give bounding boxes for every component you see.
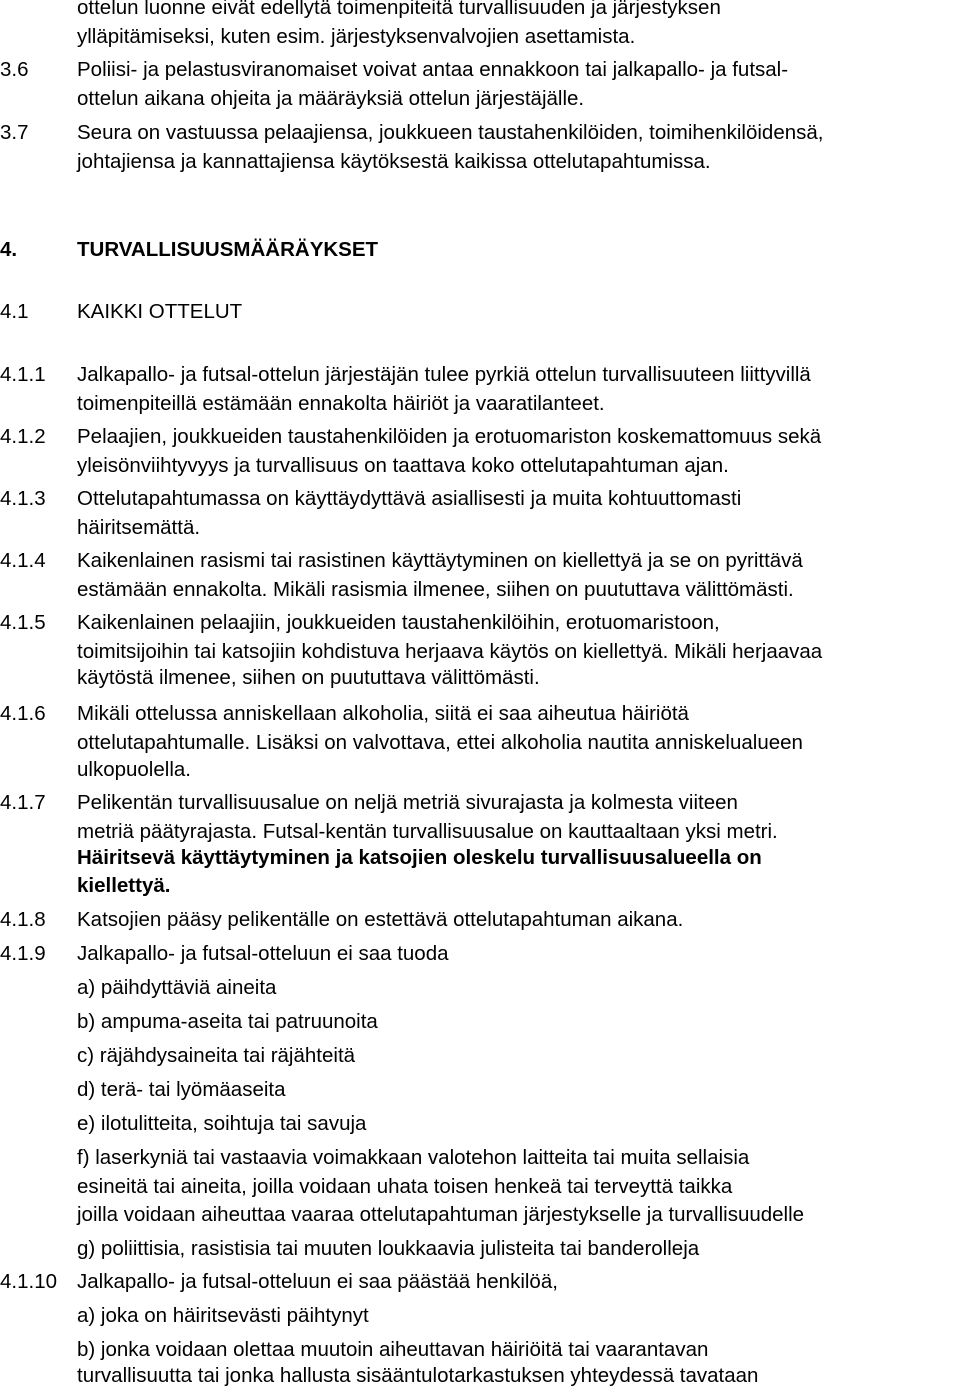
- continued-text: ylläpitämiseksi, kuten esim. järjestyksenvalvojien asettamista.: [77, 25, 636, 48]
- clause-number: 3.7: [0, 121, 29, 144]
- list-item: d) terä- tai lyömäaseita: [77, 1078, 286, 1101]
- clause-number: 4.1.6: [0, 702, 46, 725]
- clause-text: Katsojien pääsy pelikentälle on estettävä ottelutapahtuman aikana.: [77, 908, 684, 931]
- section-title: TURVALLISUUSMÄÄRÄYKSET: [77, 238, 379, 261]
- emphasis-text: Häiritsevä käyttäytyminen ja katsojien oleskelu turvallisuusalueella on: [77, 846, 762, 869]
- clause-text: toimitsijoihin tai katsojiin kohdistuva herjaava käytös on kiellettyä. Mikäli herjaavaa: [77, 640, 823, 663]
- clause-number: 4.1.10: [0, 1270, 57, 1293]
- clause-text: toimenpiteillä estämään ennakolta häiriöt ja vaaratilanteet.: [77, 392, 605, 415]
- clause-text: Mikäli ottelussa anniskellaan alkoholia, siitä ei saa aiheutua häiriötä: [77, 702, 689, 725]
- clause-text: ulkopuolella.: [77, 758, 191, 781]
- emphasis-text: kiellettyä.: [77, 874, 171, 897]
- subsection-number: 4.1: [0, 300, 29, 323]
- clause-text: Pelaajien, joukkueiden taustahenkilöiden ja erotuomariston koskemattomuus sekä: [77, 425, 822, 448]
- clause-text: estämään ennakolta. Mikäli rasismia ilmenee, siihen on puututtava välittömästi.: [77, 578, 794, 601]
- clause-text: häiritsemättä.: [77, 516, 201, 539]
- clause-text: Poliisi- ja pelastusviranomaiset voivat antaa ennakkoon tai jalkapallo- ja futsal-: [77, 58, 789, 81]
- list-item: e) ilotulitteita, soihtuja tai savuja: [77, 1112, 367, 1135]
- clause-number: 4.1.1: [0, 363, 46, 386]
- clause-number: 4.1.8: [0, 908, 46, 931]
- clause-number: 4.1.2: [0, 425, 46, 448]
- list-item: a) joka on häiritsevästi päihtynyt: [77, 1304, 369, 1327]
- list-item: b) jonka voidaan olettaa muutoin aiheuttavan häiriöitä tai vaarantavan: [77, 1338, 709, 1361]
- list-item: joilla voidaan aiheuttaa vaaraa ottelutapahtuman järjestykselle ja turvallisuudelle: [77, 1203, 805, 1226]
- clause-text: johtajiensa ja kannattajiensa käytöksestä kaikissa ottelutapahtumissa.: [77, 150, 711, 173]
- clause-number: 4.1.5: [0, 611, 46, 634]
- list-item: c) räjähdysaineita tai räjähteitä: [77, 1044, 356, 1067]
- list-item: f) laserkyniä tai vastaavia voimakkaan valotehon laitteita tai muita sellaisia: [77, 1146, 750, 1169]
- clause-text: Ottelutapahtumassa on käyttäydyttävä asiallisesti ja muita kohtuuttomasti: [77, 487, 742, 510]
- clause-text: Pelikentän turvallisuusalue on neljä metriä sivurajasta ja kolmesta viiteen: [77, 791, 738, 814]
- clause-number: 4.1.7: [0, 791, 46, 814]
- section-number: 4.: [0, 238, 18, 261]
- clause-text: yleisönviihtyvyys ja turvallisuus on taattava koko ottelutapahtuman ajan.: [77, 454, 729, 477]
- list-item: esineitä tai aineita, joilla voidaan uhata toisen henkeä tai terveyttä taikka: [77, 1175, 733, 1198]
- clause-text: ottelun aikana ohjeita ja määräyksiä ottelun järjestäjälle.: [77, 87, 585, 110]
- clause-text: metriä päätyrajasta. Futsal-kentän turvallisuusalue on kauttaaltaan yksi metri.: [77, 820, 778, 843]
- list-item: turvallisuutta tai jonka hallusta sisääntulotarkastuksen yhteydessä tavataan: [77, 1364, 759, 1387]
- clause-text: Jalkapallo- ja futsal-otteluun ei saa tuoda: [77, 942, 449, 965]
- list-item: b) ampuma-aseita tai patruunoita: [77, 1010, 378, 1033]
- clause-number: 4.1.3: [0, 487, 46, 510]
- clause-text: ottelutapahtumalle. Lisäksi on valvottava, ettei alkoholia nautita anniskelualueen: [77, 731, 803, 754]
- clause-text: Jalkapallo- ja futsal-ottelun järjestäjän tulee pyrkiä ottelun turvallisuuteen liittyvillä: [77, 363, 811, 386]
- subsection-title: KAIKKI OTTELUT: [77, 300, 243, 323]
- clause-text: Jalkapallo- ja futsal-otteluun ei saa päästää henkilöä,: [77, 1270, 558, 1293]
- clause-text: käytöstä ilmenee, siihen on puututtava välittömästi.: [77, 666, 540, 689]
- continued-text: ottelun luonne eivät edellytä toimenpiteitä turvallisuuden ja järjestyksen: [77, 0, 721, 19]
- clause-text: Kaikenlainen rasismi tai rasistinen käyttäytyminen on kiellettyä ja se on pyrittävä: [77, 549, 803, 572]
- clause-text: Kaikenlainen pelaajiin, joukkueiden taustahenkilöihin, erotuomaristoon,: [77, 611, 720, 634]
- list-item: g) poliittisia, rasistisia tai muuten loukkaavia julisteita tai banderolleja: [77, 1237, 700, 1260]
- clause-text: Seura on vastuussa pelaajiensa, joukkueen taustahenkilöiden, toimihenkilöidensä,: [77, 121, 824, 144]
- clause-number: 4.1.4: [0, 549, 46, 572]
- clause-number: 3.6: [0, 58, 29, 81]
- clause-number: 4.1.9: [0, 942, 46, 965]
- list-item: a) päihdyttäviä aineita: [77, 976, 277, 999]
